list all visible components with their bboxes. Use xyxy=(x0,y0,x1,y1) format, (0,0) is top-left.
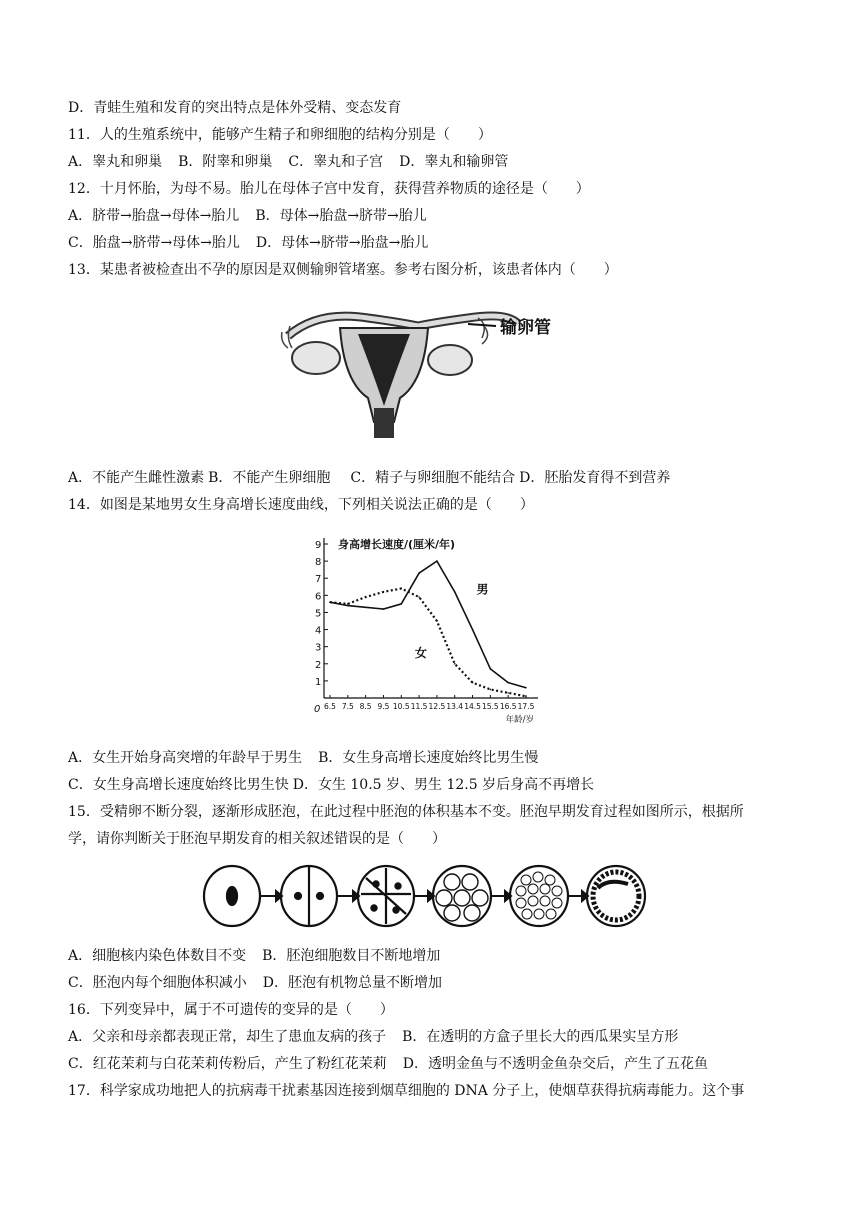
q14-stem: 14．如图是某地男女生身高增长速度曲线，下列相关说法正确的是（ ） xyxy=(68,497,534,513)
q12-option-a: A．脐带→胎盘→母体→胎儿 xyxy=(68,208,240,224)
data-point xyxy=(418,572,420,574)
q16-options-row1 xyxy=(68,1027,694,1047)
y-tick-label: 8 xyxy=(315,557,322,569)
data-point xyxy=(507,692,509,694)
uterus-diagram xyxy=(278,296,578,444)
q11-stem: 11．人的生殖系统中，能够产生精子和卵细胞的结构分别是（ ） xyxy=(68,127,492,143)
data-point xyxy=(383,608,385,610)
q12-stem: 12．十月怀胎，为母不易。胎儿在母体子宫中发育，获得营养物质的途径是（ ） xyxy=(68,181,590,197)
y-tick-label: 1 xyxy=(315,676,322,688)
series-label-male: 男 xyxy=(476,582,489,597)
q15-stem-line2: 学，请你判断关于胚泡早期发育的相关叙述错误的是（ ） xyxy=(68,831,446,847)
q13-option-a: A．不能产生雌性激素 xyxy=(68,470,205,486)
data-point xyxy=(436,620,438,622)
data-point xyxy=(418,596,420,598)
x-tick-label: 12.5 xyxy=(428,702,446,711)
q13-options xyxy=(68,468,686,488)
q11-options xyxy=(68,152,524,172)
q14-option-b: B．女生身高增长速度始终比男生慢 xyxy=(318,750,539,766)
data-point xyxy=(383,591,385,593)
data-point xyxy=(347,603,349,605)
q14-option-d: D．女生 10.5 岁、男生 12.5 岁后身高不再增长 xyxy=(292,777,595,793)
q10-option-d: D．青蛙生殖和发育的突出特点是体外受精、变态发育 xyxy=(68,100,402,116)
q12-option-c: C．胎盘→脐带→母体→胎儿 xyxy=(68,235,240,251)
y-tick-label: 9 xyxy=(315,540,322,551)
q15-option-b: B．胚泡细胞数目不断地增加 xyxy=(262,948,441,964)
data-point xyxy=(490,668,492,670)
q16-option-b: B．在透明的方盒子里长大的西瓜果实呈方形 xyxy=(402,1029,679,1045)
data-point xyxy=(400,588,402,590)
y-tick-label: 3 xyxy=(315,642,322,654)
data-point xyxy=(472,629,474,631)
data-point xyxy=(365,607,367,609)
x-tick-label: 15.5 xyxy=(482,702,499,711)
x-tick-label: 17.5 xyxy=(517,702,535,711)
height-growth-chart xyxy=(300,530,560,730)
q14-option-c: C．女生身高增长速度始终比男生快 xyxy=(68,777,289,793)
q17-stem: 17．科学家成功地把人的抗病毒干扰素基因连接到烟草细胞的 DNA 分子上，使烟草获得抗病毒能力。这个事 xyxy=(68,1083,745,1099)
chart-origin-label: 0 xyxy=(314,704,321,715)
y-tick-label: 2 xyxy=(315,659,322,671)
data-point xyxy=(454,663,456,665)
data-point xyxy=(507,682,509,684)
q14-options-row2 xyxy=(68,775,610,795)
q16-option-a: A．父亲和母亲都表现正常，却生了患血友病的孩子 xyxy=(68,1029,387,1045)
x-tick-label: 6.5 xyxy=(324,702,336,711)
q11-option-c: C．睾丸和子宫 xyxy=(288,154,384,170)
y-tick-label: 6 xyxy=(315,591,322,603)
q15-option-c: C．胚泡内每个细胞体积减小 xyxy=(68,975,247,991)
q12-option-b: B．母体→胎盘→脐带→胎儿 xyxy=(255,208,427,224)
data-point xyxy=(347,605,349,607)
data-point xyxy=(400,603,402,605)
y-tick-label: 4 xyxy=(315,625,322,637)
series-line-female xyxy=(330,588,526,696)
q13-option-b: B．不能产生卵细胞 xyxy=(208,470,331,486)
q13-option-d: D．胚胎发育得不到营养 xyxy=(519,470,671,486)
q12-option-d: D．母体→脐带→胎盘→胎儿 xyxy=(255,235,429,251)
x-tick-label: 7.5 xyxy=(341,702,354,711)
q15-options-row2 xyxy=(68,973,458,993)
q15-option-a: A．细胞核内染色体数目不变 xyxy=(68,948,247,964)
x-tick-label: 11.5 xyxy=(410,702,428,711)
q11-option-a: A．睾丸和卵巢 xyxy=(68,154,163,170)
data-point xyxy=(436,560,438,562)
q11-option-d: D．睾丸和输卵管 xyxy=(399,154,509,170)
q15-stem-line1: 15．受精卵不断分裂，逐渐形成胚泡，在此过程中胚泡的体积基本不变。胚泡早期发育过程如图所示，根据所 xyxy=(68,804,744,820)
q12-options-row2 xyxy=(68,233,444,253)
data-point xyxy=(329,601,331,603)
q13-option-c: C．精子与卵细胞不能结合 xyxy=(350,470,516,486)
q11-option-b: B．附睾和卵巢 xyxy=(178,154,273,170)
x-tick-label: 13.4 xyxy=(446,702,464,711)
blastocyst-development-diagram xyxy=(196,858,656,938)
q16-option-c: C．红花茉莉与白花茉莉传粉后，产生了粉红花茉莉 xyxy=(68,1056,387,1072)
oviduct-label: 输卵管 xyxy=(500,318,551,338)
q16-options-row2 xyxy=(68,1054,724,1074)
series-label-female: 女 xyxy=(414,646,427,660)
x-tick-label: 16.5 xyxy=(499,702,517,711)
x-tick-label: 10.5 xyxy=(392,702,410,711)
data-point xyxy=(454,591,456,593)
q13-stem: 13．某患者被检查出不孕的原因是双侧输卵管堵塞。参考右图分析，该患者体内（ ） xyxy=(68,262,618,278)
x-tick-label: 14.5 xyxy=(464,702,481,711)
data-point xyxy=(525,695,527,697)
q15-option-d: D．胚泡有机物总量不断增加 xyxy=(262,975,442,991)
x-tick-label: 8.5 xyxy=(359,702,372,711)
data-point xyxy=(472,682,474,684)
chart-title: 身高增长速度/(厘米/年) xyxy=(338,538,456,551)
x-axis-label: 年龄/岁 xyxy=(505,715,534,725)
q16-stem: 16．下列变异中，属于不可遗传的变异的是（ ） xyxy=(68,1002,394,1018)
q16-option-d: D．透明金鱼与不透明金鱼杂交后，产生了五花鱼 xyxy=(402,1056,708,1072)
q15-options-row1 xyxy=(68,946,456,966)
data-point xyxy=(365,596,367,598)
series-line-male xyxy=(330,561,526,688)
data-point xyxy=(525,687,527,689)
q14-options-row1 xyxy=(68,748,554,768)
y-tick-label: 7 xyxy=(315,574,322,586)
y-tick-label: 5 xyxy=(315,608,322,620)
data-point xyxy=(490,689,492,691)
q12-options-row1 xyxy=(68,206,443,226)
x-tick-label: 9.5 xyxy=(377,702,390,711)
q14-option-a: A．女生开始身高突增的年龄早于男生 xyxy=(68,750,303,766)
